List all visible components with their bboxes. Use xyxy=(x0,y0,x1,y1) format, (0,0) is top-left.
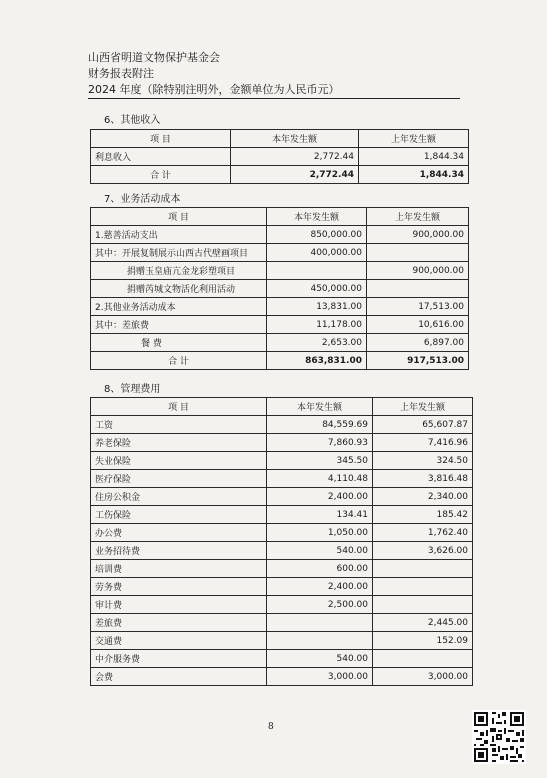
row-label: 工伤保险 xyxy=(91,506,267,524)
row-label: 养老保险 xyxy=(91,434,267,452)
admin-expense-table xyxy=(90,397,473,686)
prior-amount: 65,607.87 xyxy=(373,416,473,434)
row-label: 捐赠芮城文物活化利用活动 xyxy=(91,280,267,298)
prior-amount: 152.09 xyxy=(373,632,473,650)
table-row xyxy=(91,434,473,452)
table-row xyxy=(91,596,473,614)
table-row xyxy=(91,668,473,686)
prior-amount: 1,844.34 xyxy=(359,148,469,166)
current-amount: 84,559.69 xyxy=(267,416,373,434)
col-header-item: 项 目 xyxy=(91,398,267,416)
total-row xyxy=(91,166,469,184)
table-row xyxy=(91,632,473,650)
table-row xyxy=(91,148,469,166)
total-prior: 917,513.00 xyxy=(367,352,469,370)
table-row xyxy=(91,650,473,668)
row-label: 1.慈善活动支出 xyxy=(91,226,267,244)
row-label: 医疗保险 xyxy=(91,470,267,488)
row-label: 中介服务费 xyxy=(91,650,267,668)
total-prior: 1,844.34 xyxy=(359,166,469,184)
row-label: 住房公积金 xyxy=(91,488,267,506)
total-label: 合 计 xyxy=(91,352,267,370)
col-header-item: 项 目 xyxy=(91,130,231,148)
table-header-row xyxy=(91,398,473,416)
row-label: 捐赠玉皇庙亢金龙彩塑项目 xyxy=(91,262,267,280)
table-row xyxy=(91,280,469,298)
section-8-title: 8、管理费用 xyxy=(104,384,161,395)
current-amount: 13,831.00 xyxy=(267,298,367,316)
col-header-current: 本年发生额 xyxy=(231,130,359,148)
prior-amount xyxy=(373,578,473,596)
prior-amount: 3,816.48 xyxy=(373,470,473,488)
row-label: 其中：差旅费 xyxy=(91,316,267,334)
current-amount: 2,500.00 xyxy=(267,596,373,614)
current-amount: 134.41 xyxy=(267,506,373,524)
table-row xyxy=(91,488,473,506)
prior-amount: 17,513.00 xyxy=(367,298,469,316)
table-row xyxy=(91,244,469,262)
page-number: 8 xyxy=(268,722,274,732)
prior-amount: 10,616.00 xyxy=(367,316,469,334)
col-header-prior: 上年发生额 xyxy=(359,130,469,148)
row-label: 办公费 xyxy=(91,524,267,542)
prior-amount xyxy=(367,244,469,262)
col-header-prior: 上年发生额 xyxy=(373,398,473,416)
prior-amount: 900,000.00 xyxy=(367,262,469,280)
table-header-row xyxy=(91,208,469,226)
col-header-current: 本年发生额 xyxy=(267,398,373,416)
current-amount: 850,000.00 xyxy=(267,226,367,244)
col-header-current: 本年发生额 xyxy=(267,208,367,226)
row-label: 业务招待费 xyxy=(91,542,267,560)
prior-amount: 3,000.00 xyxy=(373,668,473,686)
table-row xyxy=(91,452,473,470)
col-header-prior: 上年发生额 xyxy=(367,208,469,226)
row-label: 培训费 xyxy=(91,560,267,578)
table-row xyxy=(91,298,469,316)
prior-amount xyxy=(373,560,473,578)
table-row xyxy=(91,578,473,596)
row-label: 差旅费 xyxy=(91,614,267,632)
row-label: 餐 费 xyxy=(91,334,267,352)
current-amount: 2,400.00 xyxy=(267,488,373,506)
table-row xyxy=(91,524,473,542)
row-label: 2.其他业务活动成本 xyxy=(91,298,267,316)
current-amount: 1,050.00 xyxy=(267,524,373,542)
current-amount: 2,772.44 xyxy=(231,148,359,166)
current-amount xyxy=(267,614,373,632)
current-amount: 2,400.00 xyxy=(267,578,373,596)
row-label: 失业保险 xyxy=(91,452,267,470)
row-label: 审计费 xyxy=(91,596,267,614)
prior-amount xyxy=(373,596,473,614)
current-amount: 540.00 xyxy=(267,542,373,560)
current-amount: 450,000.00 xyxy=(267,280,367,298)
prior-amount: 2,445.00 xyxy=(373,614,473,632)
prior-amount: 7,416.96 xyxy=(373,434,473,452)
report-period: 2024 年度（除特别注明外，金额单位为人民币元） xyxy=(88,83,340,96)
section-7-title: 7、业务活动成本 xyxy=(104,194,181,205)
table-header-row xyxy=(91,130,469,148)
current-amount: 540.00 xyxy=(267,650,373,668)
current-amount: 600.00 xyxy=(267,560,373,578)
table-row xyxy=(91,506,473,524)
table-row xyxy=(91,614,473,632)
row-label: 劳务费 xyxy=(91,578,267,596)
table-row xyxy=(91,316,469,334)
org-name: 山西省明道文物保护基金会 xyxy=(88,51,220,64)
qr-code-icon xyxy=(472,710,526,764)
current-amount: 4,110.48 xyxy=(267,470,373,488)
page-header xyxy=(88,50,340,98)
row-label: 其中：开展复制展示山西古代壁画项目 xyxy=(91,244,267,262)
row-label: 工资 xyxy=(91,416,267,434)
section-6-title: 6、其他收入 xyxy=(104,115,161,126)
table-row xyxy=(91,416,473,434)
table-row xyxy=(91,542,473,560)
total-current: 863,831.00 xyxy=(267,352,367,370)
prior-amount: 2,340.00 xyxy=(373,488,473,506)
row-label: 利息收入 xyxy=(91,148,231,166)
table-row xyxy=(91,262,469,280)
current-amount: 345.50 xyxy=(267,452,373,470)
table-row xyxy=(91,334,469,352)
prior-amount: 6,897.00 xyxy=(367,334,469,352)
row-label: 交通费 xyxy=(91,632,267,650)
prior-amount xyxy=(367,280,469,298)
col-header-item: 项 目 xyxy=(91,208,267,226)
prior-amount: 185.42 xyxy=(373,506,473,524)
table-row xyxy=(91,560,473,578)
total-label: 合 计 xyxy=(91,166,231,184)
row-label: 会费 xyxy=(91,668,267,686)
doc-title: 财务报表附注 xyxy=(88,67,154,80)
total-current: 2,772.44 xyxy=(231,166,359,184)
current-amount: 400,000.00 xyxy=(267,244,367,262)
table-row xyxy=(91,226,469,244)
current-amount xyxy=(267,262,367,280)
business-cost-table xyxy=(90,207,469,370)
total-row xyxy=(91,352,469,370)
prior-amount: 3,626.00 xyxy=(373,542,473,560)
current-amount: 7,860.93 xyxy=(267,434,373,452)
current-amount: 2,653.00 xyxy=(267,334,367,352)
current-amount xyxy=(267,632,373,650)
prior-amount: 1,762.40 xyxy=(373,524,473,542)
prior-amount: 324.50 xyxy=(373,452,473,470)
prior-amount: 900,000.00 xyxy=(367,226,469,244)
header-rule xyxy=(88,98,460,99)
other-income-table xyxy=(90,129,469,184)
table-row xyxy=(91,470,473,488)
current-amount: 11,178.00 xyxy=(267,316,367,334)
prior-amount xyxy=(373,650,473,668)
current-amount: 3,000.00 xyxy=(267,668,373,686)
